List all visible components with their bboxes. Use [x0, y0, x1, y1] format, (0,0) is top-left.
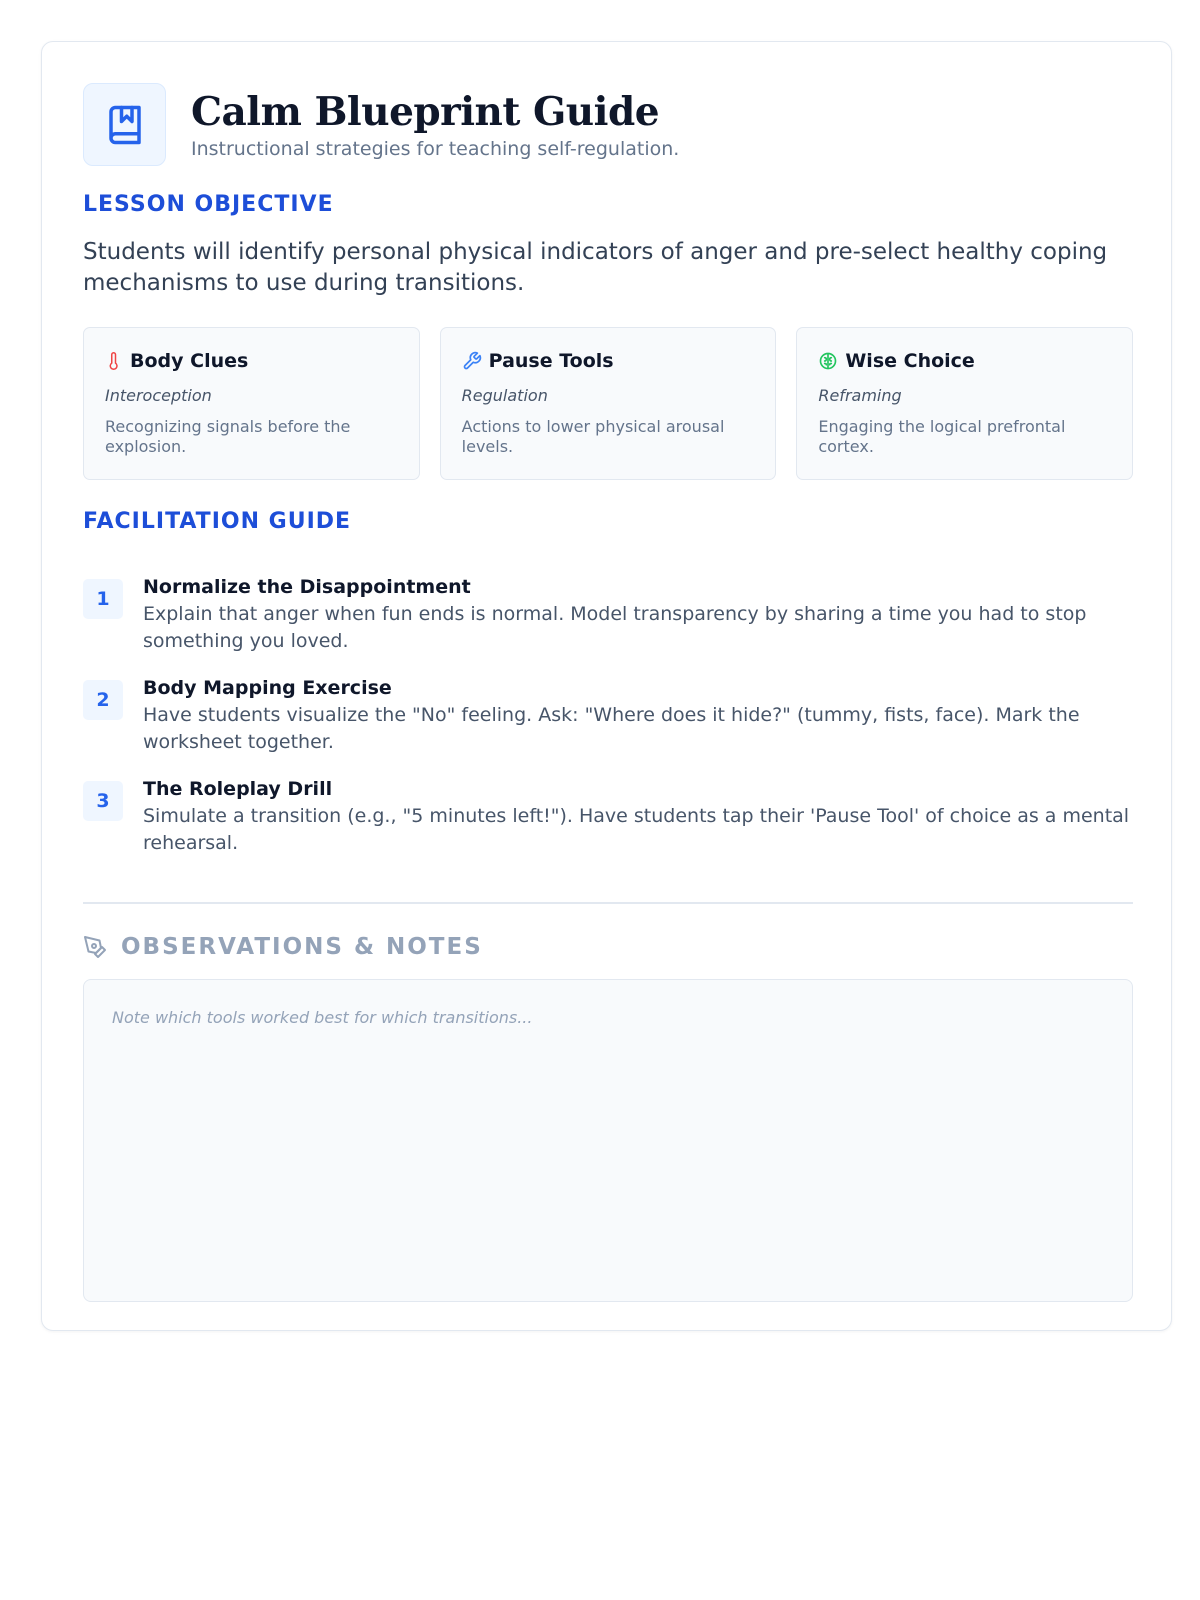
concept-description: Engaging the logical prefrontal cortex.: [818, 417, 1066, 456]
observations-notes-field[interactable]: [83, 979, 1133, 1302]
section-divider: [83, 902, 1133, 904]
concept-subtitle: Reframing: [818, 386, 902, 405]
step-description: Have students visualize the "No" feeling. Ask: "Where does it hide?" (tummy, fists, face). Mark the worksheet together.: [143, 704, 1080, 753]
book-bookmark-icon: [83, 83, 166, 166]
concept-description: Recognizing signals before the explosion.: [105, 417, 351, 456]
guide-card: [41, 41, 1172, 1331]
list-item: [83, 778, 1153, 879]
page-title: Calm Blueprint Guide: [191, 88, 660, 135]
concept-tile-body-clues: [83, 327, 420, 480]
facilitation-guide-heading: FACILITATION GUIDE: [83, 509, 352, 534]
concept-description: Actions to lower physical arousal levels.: [461, 417, 725, 456]
step-number-badge: 3: [83, 781, 123, 821]
facilitation-steps: [83, 576, 1153, 879]
step-title: Normalize the Disappointment: [143, 576, 471, 598]
thermometer-icon: [105, 351, 123, 371]
step-title: Body Mapping Exercise: [143, 677, 392, 699]
observations-heading-label: OBSERVATIONS & NOTES: [121, 934, 483, 960]
step-number-badge: 1: [83, 579, 123, 619]
lesson-objective-text: Students will identify personal physical indicators of anger and pre-select healthy coping mechanisms to use during transitions.: [83, 239, 1108, 296]
list-item: [83, 677, 1153, 778]
concept-tile-pause-tools: [440, 327, 777, 480]
concept-tile-wise-choice: [796, 327, 1133, 480]
concept-title: Wise Choice: [845, 350, 975, 372]
concept-subtitle: Regulation: [461, 386, 548, 405]
concept-title: Pause Tools: [488, 350, 614, 372]
concept-tiles: [83, 327, 1133, 480]
observations-heading: [83, 934, 483, 960]
pen-tool-icon: [83, 935, 107, 959]
step-title: The Roleplay Drill: [143, 778, 333, 800]
concept-subtitle: Interoception: [105, 386, 212, 405]
lesson-objective-heading: LESSON OBJECTIVE: [83, 192, 334, 217]
wrench-icon: [462, 351, 482, 371]
step-description: Explain that anger when fun ends is normal. Model transparency by sharing a time you had to stop something you loved.: [143, 603, 1087, 652]
concept-title: Body Clues: [130, 350, 249, 372]
brain-icon: [818, 351, 838, 371]
step-number-badge: 2: [83, 680, 123, 720]
step-description: Simulate a transition (e.g., "5 minutes left!"). Have students tap their 'Pause Tool' of choice as a mental rehearsal.: [143, 805, 1130, 854]
page-subtitle: Instructional strategies for teaching self-regulation.: [191, 137, 680, 160]
list-item: [83, 576, 1153, 677]
header: [83, 83, 679, 166]
